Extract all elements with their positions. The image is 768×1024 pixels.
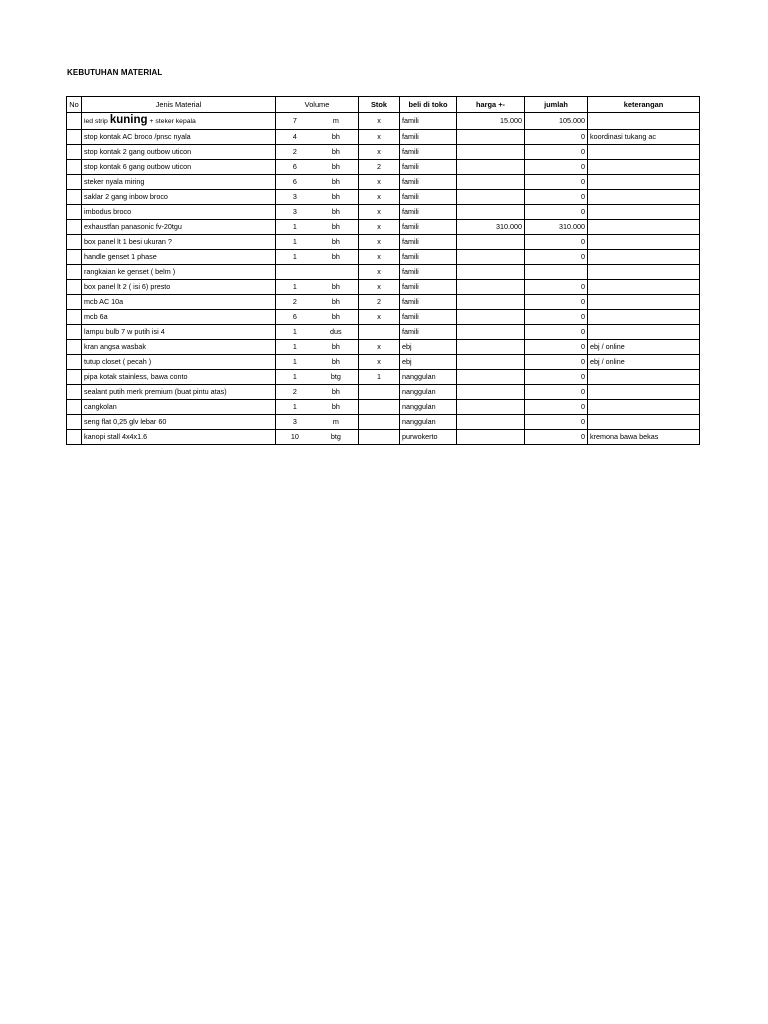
cell-keterangan: [588, 190, 700, 205]
cell-keterangan: [588, 310, 700, 325]
cell-keterangan: [588, 235, 700, 250]
cell-jumlah: 0: [525, 280, 588, 295]
cell-beli-di-toko: famili: [400, 265, 457, 280]
volume-unit: bh: [331, 312, 340, 321]
cell-stok: [359, 400, 400, 415]
cell-beli-di-toko: nanggulan: [400, 400, 457, 415]
table-row: [67, 190, 700, 205]
cell-beli-di-toko: purwokerto: [400, 430, 457, 445]
table-row: [67, 205, 700, 220]
table-row: [67, 370, 700, 385]
volume-unit: bh: [331, 342, 340, 351]
cell-harga: [457, 370, 525, 385]
volume-unit: btg: [330, 372, 341, 381]
cell-jenis-material: kran angsa wasbak: [82, 340, 276, 355]
cell-jenis-material: saklar 2 gang inbow broco: [82, 190, 276, 205]
table-row: [67, 220, 700, 235]
cell-stok: x: [359, 113, 400, 130]
volume-qty: 4: [292, 132, 297, 141]
header-jenis-material: Jenis Material: [82, 97, 276, 113]
cell-volume: [276, 113, 359, 130]
cell-keterangan: [588, 385, 700, 400]
table-row: [67, 280, 700, 295]
cell-beli-di-toko: famili: [400, 175, 457, 190]
cell-stok: x: [359, 280, 400, 295]
cell-beli-di-toko: nanggulan: [400, 415, 457, 430]
cell-jumlah: 0: [525, 340, 588, 355]
cell-volume: [276, 325, 359, 340]
cell-jenis-material: exhaustfan panasonic fv-20tgu: [82, 220, 276, 235]
cell-jenis-material: handle genset 1 phase: [82, 250, 276, 265]
cell-harga: [457, 385, 525, 400]
cell-beli-di-toko: famili: [400, 160, 457, 175]
cell-beli-di-toko: famili: [400, 113, 457, 130]
cell-harga: [457, 325, 525, 340]
volume-qty: 1: [292, 252, 297, 261]
table-row: [67, 130, 700, 145]
cell-keterangan: kremona bawa bekas: [588, 430, 700, 445]
cell-harga: [457, 355, 525, 370]
cell-no: [67, 250, 82, 265]
cell-keterangan: [588, 295, 700, 310]
cell-harga: [457, 265, 525, 280]
cell-volume: [276, 205, 359, 220]
volume-unit: btg: [330, 432, 341, 441]
document-title: KEBUTUHAN MATERIAL: [67, 68, 163, 77]
cell-stok: [359, 415, 400, 430]
cell-volume: [276, 415, 359, 430]
cell-no: [67, 145, 82, 160]
cell-volume: [276, 280, 359, 295]
table-row: [67, 175, 700, 190]
volume-qty: 7: [292, 116, 297, 125]
cell-jenis-material: cangkolan: [82, 400, 276, 415]
volume-unit: bh: [331, 207, 340, 216]
cell-keterangan: [588, 250, 700, 265]
table-row: [67, 340, 700, 355]
cell-jumlah: 0: [525, 235, 588, 250]
volume-unit: m: [332, 417, 339, 426]
volume-qty: 1: [292, 237, 297, 246]
volume-qty: 1: [292, 402, 297, 411]
cell-keterangan: koordinasi tukang ac: [588, 130, 700, 145]
cell-keterangan: [588, 325, 700, 340]
cell-keterangan: [588, 280, 700, 295]
cell-stok: x: [359, 235, 400, 250]
cell-no: [67, 385, 82, 400]
cell-jenis-material: box panel lt 1 besi ukuran ?: [82, 235, 276, 250]
cell-no: [67, 175, 82, 190]
volume-unit: bh: [331, 162, 340, 171]
table-row: [67, 160, 700, 175]
cell-no: [67, 325, 82, 340]
cell-volume: [276, 310, 359, 325]
cell-harga: [457, 160, 525, 175]
volume-unit: bh: [331, 192, 340, 201]
cell-harga: 15.000: [457, 113, 525, 130]
cell-keterangan: [588, 265, 700, 280]
volume-qty: 2: [292, 147, 297, 156]
header-stok: Stok: [359, 97, 400, 113]
cell-stok: x: [359, 265, 400, 280]
cell-stok: 2: [359, 160, 400, 175]
volume-unit: bh: [331, 222, 340, 231]
cell-stok: x: [359, 205, 400, 220]
volume-qty: 1: [292, 282, 297, 291]
cell-stok: x: [359, 250, 400, 265]
cell-harga: [457, 295, 525, 310]
cell-harga: [457, 250, 525, 265]
cell-beli-di-toko: famili: [400, 130, 457, 145]
cell-jenis-material: tutup closet ( pecah ): [82, 355, 276, 370]
volume-qty: 1: [292, 222, 297, 231]
cell-keterangan: [588, 113, 700, 130]
cell-beli-di-toko: famili: [400, 310, 457, 325]
cell-harga: 310.000: [457, 220, 525, 235]
cell-keterangan: [588, 205, 700, 220]
volume-unit: bh: [331, 147, 340, 156]
cell-stok: 1: [359, 370, 400, 385]
cell-keterangan: [588, 370, 700, 385]
cell-jumlah: [525, 265, 588, 280]
cell-beli-di-toko: famili: [400, 220, 457, 235]
volume-unit: bh: [331, 297, 340, 306]
volume-qty: 3: [292, 207, 297, 216]
table-row: [67, 310, 700, 325]
volume-unit: bh: [331, 357, 340, 366]
cell-volume: [276, 175, 359, 190]
volume-unit: bh: [331, 402, 340, 411]
cell-jumlah: 0: [525, 385, 588, 400]
volume-qty: 1: [292, 372, 297, 381]
cell-beli-di-toko: famili: [400, 205, 457, 220]
cell-beli-di-toko: famili: [400, 235, 457, 250]
cell-keterangan: [588, 145, 700, 160]
cell-jenis-material: lampu bulb 7 w putih isi 4: [82, 325, 276, 340]
volume-unit: bh: [331, 252, 340, 261]
cell-jumlah: 0: [525, 205, 588, 220]
cell-jumlah: 0: [525, 355, 588, 370]
cell-harga: [457, 430, 525, 445]
cell-beli-di-toko: famili: [400, 295, 457, 310]
volume-qty: 1: [292, 327, 297, 336]
cell-keterangan: [588, 160, 700, 175]
volume-qty: 2: [292, 387, 297, 396]
cell-jumlah: 0: [525, 175, 588, 190]
cell-keterangan: [588, 415, 700, 430]
cell-no: [67, 220, 82, 235]
cell-no: [67, 160, 82, 175]
cell-no: [67, 310, 82, 325]
cell-jenis-material: stop kontak AC broco /pnsc nyala: [82, 130, 276, 145]
cell-beli-di-toko: ebj: [400, 340, 457, 355]
table-row: [67, 430, 700, 445]
table-row: [67, 235, 700, 250]
header-jumlah: jumlah: [525, 97, 588, 113]
volume-qty: 10: [290, 432, 299, 441]
cell-jenis-material: imbodus broco: [82, 205, 276, 220]
volume-unit: bh: [331, 132, 340, 141]
cell-keterangan: [588, 400, 700, 415]
volume-qty: 6: [292, 162, 297, 171]
cell-harga: [457, 175, 525, 190]
table-row: [67, 355, 700, 370]
cell-jenis-material: kanopi stall 4x4x1.6: [82, 430, 276, 445]
cell-no: [67, 190, 82, 205]
table-row: [67, 385, 700, 400]
volume-qty: 6: [292, 312, 297, 321]
cell-beli-di-toko: nanggulan: [400, 385, 457, 400]
volume-unit: dus: [330, 327, 342, 336]
volume-qty: 3: [292, 417, 297, 426]
table-row: [67, 325, 700, 340]
cell-no: [67, 400, 82, 415]
cell-beli-di-toko: ebj: [400, 355, 457, 370]
cell-beli-di-toko: nanggulan: [400, 370, 457, 385]
cell-volume: [276, 145, 359, 160]
cell-no: [67, 295, 82, 310]
cell-jumlah: 0: [525, 400, 588, 415]
cell-harga: [457, 415, 525, 430]
cell-jenis-material: seng flat 0,25 glv lebar 60: [82, 415, 276, 430]
material-table: [66, 96, 700, 445]
cell-jumlah: 0: [525, 310, 588, 325]
volume-unit: bh: [331, 237, 340, 246]
cell-stok: x: [359, 145, 400, 160]
cell-jumlah: 0: [525, 250, 588, 265]
cell-stok: x: [359, 340, 400, 355]
cell-jumlah: 0: [525, 370, 588, 385]
cell-jumlah: 0: [525, 430, 588, 445]
cell-keterangan: [588, 220, 700, 235]
volume-qty: 2: [292, 297, 297, 306]
cell-jumlah: 0: [525, 190, 588, 205]
cell-jenis-material: steker nyala miring: [82, 175, 276, 190]
cell-beli-di-toko: famili: [400, 280, 457, 295]
header-volume: Volume: [276, 97, 359, 113]
cell-jenis-material: stop kontak 2 gang outbow uticon: [82, 145, 276, 160]
item-text-prefix: led strip: [84, 118, 108, 125]
volume-unit: m: [332, 116, 339, 125]
table-row: [67, 265, 700, 280]
header-no: No: [67, 97, 82, 113]
item-text-emphasis: kuning: [109, 114, 148, 126]
cell-keterangan: ebj / online: [588, 340, 700, 355]
cell-no: [67, 205, 82, 220]
volume-qty: 1: [292, 342, 297, 351]
cell-jenis-material: sealant putih merk premium (buat pintu atas): [82, 385, 276, 400]
cell-no: [67, 280, 82, 295]
table-row: [67, 400, 700, 415]
cell-stok: x: [359, 130, 400, 145]
cell-beli-di-toko: famili: [400, 250, 457, 265]
cell-no: [67, 430, 82, 445]
cell-volume: [276, 250, 359, 265]
cell-jumlah: 0: [525, 325, 588, 340]
cell-volume: [276, 295, 359, 310]
cell-jumlah: 105.000: [525, 113, 588, 130]
cell-no: [67, 235, 82, 250]
volume-qty: 6: [292, 177, 297, 186]
table-body: [67, 113, 700, 445]
volume-unit: bh: [331, 387, 340, 396]
cell-harga: [457, 190, 525, 205]
cell-harga: [457, 130, 525, 145]
cell-beli-di-toko: famili: [400, 145, 457, 160]
cell-stok: x: [359, 310, 400, 325]
cell-volume: [276, 130, 359, 145]
cell-volume: [276, 265, 359, 280]
cell-harga: [457, 235, 525, 250]
cell-no: [67, 340, 82, 355]
table-row: [67, 250, 700, 265]
cell-no: [67, 355, 82, 370]
cell-volume: [276, 355, 359, 370]
cell-stok: x: [359, 355, 400, 370]
cell-stok: 2: [359, 295, 400, 310]
table-row: [67, 145, 700, 160]
cell-harga: [457, 145, 525, 160]
cell-volume: [276, 235, 359, 250]
cell-harga: [457, 400, 525, 415]
cell-volume: [276, 190, 359, 205]
cell-no: [67, 415, 82, 430]
cell-volume: [276, 220, 359, 235]
header-beli-di-toko: beli di toko: [400, 97, 457, 113]
cell-stok: x: [359, 190, 400, 205]
cell-stok: [359, 430, 400, 445]
item-text-suffix: + steker kepala: [149, 118, 196, 125]
table-row: [67, 113, 700, 130]
cell-jenis-material: stop kontak 6 gang outbow uticon: [82, 160, 276, 175]
cell-jumlah: 0: [525, 145, 588, 160]
header-harga: harga +-: [457, 97, 525, 113]
cell-jenis-material: mcb 6a: [82, 310, 276, 325]
cell-jumlah: 0: [525, 130, 588, 145]
cell-jenis-material: pipa kotak stainless, bawa conto: [82, 370, 276, 385]
cell-harga: [457, 340, 525, 355]
table-row: [67, 295, 700, 310]
cell-jumlah: 310.000: [525, 220, 588, 235]
cell-volume: [276, 370, 359, 385]
cell-no: [67, 130, 82, 145]
cell-volume: [276, 160, 359, 175]
cell-stok: [359, 385, 400, 400]
cell-harga: [457, 280, 525, 295]
volume-qty: 1: [292, 357, 297, 366]
cell-no: [67, 265, 82, 280]
cell-jumlah: 0: [525, 160, 588, 175]
cell-beli-di-toko: famili: [400, 325, 457, 340]
cell-volume: [276, 430, 359, 445]
volume-unit: bh: [331, 177, 340, 186]
cell-harga: [457, 205, 525, 220]
cell-volume: [276, 400, 359, 415]
cell-stok: x: [359, 175, 400, 190]
cell-volume: [276, 385, 359, 400]
header-row: [67, 97, 700, 113]
cell-jenis-material: rangkaian ke genset ( belm ): [82, 265, 276, 280]
volume-qty: 3: [292, 192, 297, 201]
cell-jumlah: 0: [525, 415, 588, 430]
volume-unit: bh: [331, 282, 340, 291]
cell-no: [67, 113, 82, 130]
cell-volume: [276, 340, 359, 355]
cell-jenis-material: box panel lt 2 ( isi 6) presto: [82, 280, 276, 295]
header-keterangan: keterangan: [588, 97, 700, 113]
cell-jenis-material: mcb AC 10a: [82, 295, 276, 310]
cell-stok: x: [359, 220, 400, 235]
cell-jenis-material: [82, 113, 276, 130]
table-row: [67, 415, 700, 430]
cell-harga: [457, 310, 525, 325]
cell-keterangan: ebj / online: [588, 355, 700, 370]
cell-stok: [359, 325, 400, 340]
cell-no: [67, 370, 82, 385]
cell-jumlah: 0: [525, 295, 588, 310]
cell-beli-di-toko: famili: [400, 190, 457, 205]
cell-keterangan: [588, 175, 700, 190]
